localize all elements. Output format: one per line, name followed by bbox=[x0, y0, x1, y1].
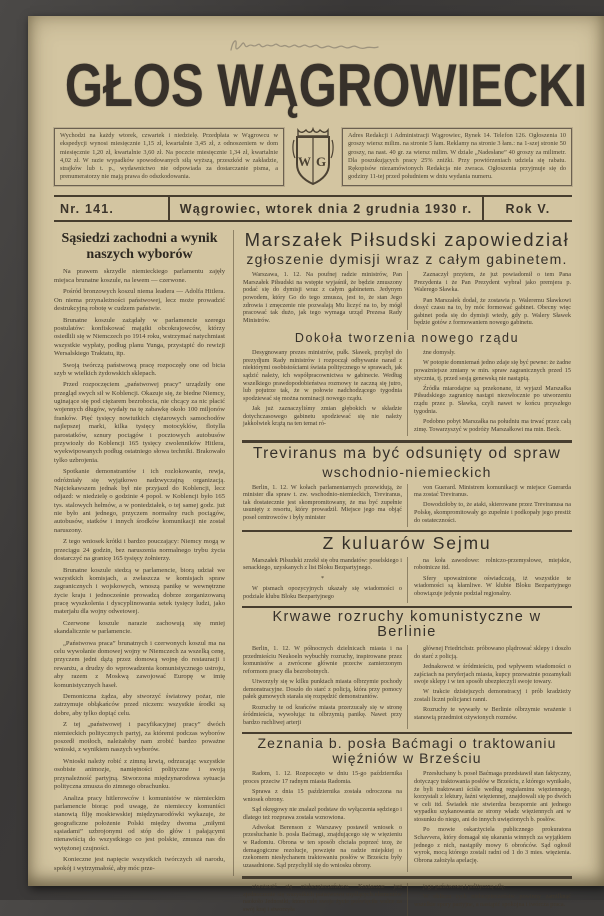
section-rozruchy-berlin bbox=[242, 610, 572, 729]
section-text-col2 bbox=[407, 484, 572, 527]
city-crest bbox=[290, 128, 336, 186]
lead-article-continuation bbox=[242, 883, 572, 916]
paragraph: Radom, 1. 12. Rozpoczęto w dniu 15-go października proces przeciw 17 radnym miasta Radomia. bbox=[243, 770, 402, 785]
paragraph: ciwstawić się niebezpieczeństwu. Konieczne jest zjednoczenie się wszystkich państwowo myślących elementów naokoło Jednostki, która całe swoje życie poświęciła walce za swój kraj i stworzyła bbox=[243, 883, 402, 914]
continuation-col2 bbox=[407, 883, 572, 916]
section-title: Dokoła tworzenia nowego rządu bbox=[294, 330, 520, 345]
paragraph: Sprawa z dnia 15 października została odroczona na wniosek obrony. bbox=[243, 788, 402, 803]
paragraph: Marszałek Piłsudski zrzekł się obu mandatów: poselskiego i senackiego, uzyskanych z list Bloku Bezpartyjnego. bbox=[243, 556, 402, 572]
page-body bbox=[54, 229, 572, 914]
masthead-title: GŁOS WĄGROWIECKI bbox=[64, 51, 588, 120]
section-subtitle: wschodnio-niemieckich bbox=[322, 463, 492, 480]
paragraph: Dowodziłoby to, że ataki, skierowane przez Treviranusa na Polskę, skompromitowały go zupełnie i podkopały jego prestiż do ostateczności. bbox=[414, 501, 571, 524]
paragraph: Warszawa, 1. 12. Na poufnej radzie ministrów, Pan Marszałek Piłsudski na wstępie wyjaśnił, że będzie zmuszony podać się do dymisji wraz z całym gabinetem. Jedynym powodem, który Go do tego zmusza, jest to, że stan Jego zdrowia i zmęczenie nie pozwalają Mu liczyć na to, by mógł pracować tak dużo, jak tego wymaga urząd Prezesa Rady Ministrów. bbox=[243, 271, 402, 324]
section-kuluary-sejmu bbox=[242, 534, 572, 603]
news-sections-column bbox=[234, 229, 572, 914]
paragraph: Zaznaczył przytem, że już powiadomił o tem Pana Prezydenta i że Pan Prezydent wybrał jako premjera p. Walerego Sławka. bbox=[414, 271, 571, 294]
paragraph: Spotkanie demonstrantów i ich rozlokowanie, rewja, odróżniały się wyjątkowo nadzwyczajną organizacją. Najciekawszem jednak był nie przyjazd do Koblencji, lecz odjazd: w niedzielę o godzinie 4 popoł. w Koblencji było 165 tys. stalowych hełmów, a w poniedziałek, o tej samej godz. już nie było ani jednego, przyczem normalny ruch pociągów, autobusów, statków i innych środków komunikacji nie został naruszony. bbox=[54, 468, 225, 534]
section-text-col2 bbox=[407, 271, 572, 330]
paragraph: Analiza pracy hitlerowców i komunistów w niemieckim parlamencie biorąc pod uwagę, że niemieccy komuniści stanowią filję moskiewskiej międzynarodówki wykazuje, że geograficzne położenie Polski między dwoma „miłymi sąsiadami” uzbrojonymi od stóp do głów i pałającymi nienawiścią do wszystkiego co jest polskie, zmusza nas do wytężonej czujności. bbox=[54, 794, 225, 852]
paragraph: Źródła miarodajne są przekonane, iż wyjazd Marszałka Piłsudskiego zagranicę nastąpi niezwłocznie po utworzeniu rządu przez p. Sławka, czyli nawet w końcu przyszłego tygodnia. bbox=[414, 384, 571, 415]
section-title: Marszałek Piłsudski zapowiedział bbox=[244, 229, 570, 250]
paragraph: Po mowie oskarżyciela publicznego prokuratora Schavvera, który domagał się ukarania winnych za wyjątkiem jednego z nich, nastąpiły mowy 6 obrońców. Sąd ogłosił wyrok, mocą którego zostali radni od 1 do 3 mies. więzienia. Obrona założyła apelację. bbox=[414, 826, 571, 864]
paragraph: Przed rozpoczęciem „państwowej pracy” urządziły one przegląd swych sił w Koblencji. Okazuje się, że biedne Niemcy, uginające się pod ciężarem bezrobocia, nie chcący za nic płacić wojennych długów, wydały na tę zabawkę około 100 miljonów franków. Pięć tysięcy nowiutkich ciężarowych samochodów najlepszej marki, kilka tysięcy motocyklów, flotylla parostatków, sznury pociągów i pocztowych autobusów przywiozły do Koblencji 165 tysięcy zwolenników Hitlera, wyekwipowanych podług ostatniego słowa techniki. Brakowało tylko uzbrojenia. bbox=[54, 381, 225, 464]
section-title: Z kuluarów Sejmu bbox=[322, 532, 492, 553]
continuation-divider bbox=[242, 876, 572, 879]
paragraph: „Państwowa praca” brunatnych i czerwonych koszul ma na celu wywołanie domowej wojny w Niemczech za wszelką cenę, przyczem jedni dążą przez domową wojnę do restauracji i rewanżu, a drudzy do wprowadzenia komunistycznego ustroju, aby razem z Moskwą zawojować Europę w imię komunistycznych haseł. bbox=[54, 639, 225, 689]
paragraph: Podobno pobyt Marszałka na południu ma trwać przez całą zimę. Towarzyszyć w podróży Marszałkowi ma min. Beck. bbox=[414, 417, 571, 433]
paragraph: Rozruchy te wywarły w Berlinie olbrzymie wrażenie i stanowią przedmiot ożywionych rozmów. bbox=[414, 706, 571, 721]
paragraph: von Guerard. Ministrem komunikacji w miejsce Guerarda ma zostać Treviranus. bbox=[414, 483, 571, 499]
section-title: Krwawe rozruchy komunistyczne w Berlinie bbox=[272, 608, 542, 641]
section-subtitle: zgłoszenie dymisji wraz z całym gabinetem. bbox=[246, 250, 568, 267]
volume-year: Rok V. bbox=[482, 197, 572, 220]
section-title: Treviranus ma być odsunięty od spraw bbox=[253, 444, 561, 462]
section-text-col2 bbox=[407, 645, 572, 729]
section-divider bbox=[242, 606, 572, 608]
paragraph: Na prawem skrzydle niemieckiego parlamentu zajęły miejsca brunatne koszule, na lewem — czerwone. bbox=[54, 268, 225, 284]
paragraph: Wnioski należy robić z zimną krwią, odrzucając wszystkie osobiste animozje, namiętności polityczne i swoją przynależność partyjną. Stworzona międzynarodowa sytuacja polityczna zmusza do zimnego obrachunku. bbox=[54, 758, 225, 791]
section-divider bbox=[242, 530, 572, 532]
paragraph: Pan Marszałek dodał, że zostawia p. Waleremu Sławkowi dosyć czasu na to, by móc formować gabinet. Obecny więc gabinet poda się do dymisji wtedy, gdy p. Walery Sławek będzie gotów z formowaniem nowego gabinetu. bbox=[414, 296, 571, 327]
paragraph: W trakcie dzisiejszych demonstracyj i prób kradzieży zostali liczni policjanci ranni. bbox=[414, 688, 571, 703]
continuation-col1 bbox=[242, 883, 407, 916]
paragraph: Berlin, 1. 12. W kołach parlamentarnych przewidują, że minister dla spraw t. zw. wschodnio-niemieckich, Treviranus, tak dostatecznie jest skompromitowany, że ma być zupełnie usunięty z resortu, który prowadził. Miejsce jego ma objąć poseł centrowców i były minister bbox=[243, 483, 402, 522]
paragraph: jego państwową i polityczną siłę. bbox=[423, 883, 506, 891]
paragraph: Rozruchy te od krańców miasta przerzucały się w stronę śródmieścia, wywołując tu olbrzymią panikę. Nawet przy bardzo ruchliwej arterji bbox=[243, 703, 402, 726]
section-pilsudski-dymisja bbox=[242, 230, 572, 330]
section-divider bbox=[242, 732, 572, 734]
section-subtitle: więźniów w Brześciu bbox=[332, 750, 482, 767]
section-text-col1 bbox=[242, 645, 407, 729]
dateline-bar bbox=[54, 195, 572, 222]
paragraph: Demoniczna żądza, aby stworzyć światowy pożar, nie zatrzymuje obłąkańców przed niczem: wszystkie środki są dobre, aby tylko dopiąć celu. bbox=[54, 693, 225, 717]
subscription-info-box: Wychodzi na każdy wtorek, czwartek i niedzielę. Przedpłata w Wągrowcu w ekspedycji wynosi miesięcznie 1,15 zł, kwartalnie 3,45 zł, z odnoszeniem w dom miesięcznie 1,20 zł, kwartalnie 3,60 zł. Na poczcie miesięcznie 1,34 zł, kwartalnie 4,02 zł. W razie wypadków spowodowanych siłą wyższą, przeszkód w zakładzie, strajków lub t. p., wydawnictwo nie odpowiada za dostarczanie pisma, a prenumeratorzy nie mają prawa do odszkodowania. bbox=[54, 128, 284, 186]
svg-text:G: G bbox=[315, 154, 327, 169]
section-nowy-rzad bbox=[242, 332, 572, 436]
issue-number: Nr. 141. bbox=[54, 197, 170, 220]
paragraph: W pismach opozycyjnych ukazały się wiadomości o podziale klubu Bloku Bezpartyjnego bbox=[243, 584, 402, 600]
section-text-col2 bbox=[407, 349, 572, 436]
paragraph: Sfery upoważnione oświadczają, iż wszystkie te wiadomości są kłamliwe. W klubie Bloku Bezpartyjnego obowiązuje jedynie podział regjonalny. bbox=[414, 574, 571, 597]
paragraph: Swoją twórczą państwową pracę rozpoczęły one od bicia szyb w wielkich żydowskich sklepach. bbox=[54, 361, 225, 377]
paragraph: Brunatne koszule zażądały w parlamencie szeregu postulatów: konfiskować majątki obcokrajowców, którzy osiedlili się w Niemczech po 1914 roku, wstrzymać natychmiast wszystkie wypłaty, podług planu Yunga, przystąpić do rewizji Wersalskiego Traktatu, itp. bbox=[54, 316, 225, 357]
section-brzesc-zeznania bbox=[242, 736, 572, 872]
paragraph: na koła zawodowe: rolniczo-przemysłowe, miejskie, robotnicze itd. bbox=[414, 556, 571, 572]
paragraph: Brunatne koszule siedzą w parlamencie, biorą udział we wszystkich komisjach, a zwłaszcza w komisjach spraw zagranicznych i wojskowych, wnoszą panikę w wewnętrzne życie kraju i jednocześnie prowadzą dobrze zorganizowaną pracę wyszkolenia i dyscyplinowania setek tysięcy ludzi, jako materjału dla wojny odwetowej. bbox=[54, 566, 225, 616]
place-and-date: Wągrowiec, wtorek dnia 2 grudnia 1930 r. bbox=[179, 202, 473, 216]
paragraph: Utworzyły się w kilku punktach miasta olbrzymie pochody demonstracyjne. Doszło do starć z policją, która przy pomocy pałek gumowych starała się rozpędzić demonstrantów. bbox=[243, 678, 402, 701]
paragraph: W obliczu tych niebezpieczeństw powinny zamilknąć wszelkie spory partyjne, a nastąpić spokojna i twórcza praca. bbox=[414, 893, 571, 908]
section-text-col1 bbox=[242, 349, 407, 436]
paragraph: Jak już zaznaczyliśmy zmian głębokich w składzie dotychczasowego gabinetu spodziewać się nie należy jakkolwiek krążą na ten temat ró- bbox=[243, 405, 402, 428]
paragraph: * bbox=[320, 574, 325, 582]
section-text-col1 bbox=[242, 770, 407, 872]
paragraph: Przesłuchany b. poseł Baćmaga przedstawił stan faktyczny, dotyczący traktowania posłów w Brześciu, z którego wynikało, że byli traktowani ściśle według regulaminu więziennego, korzystali z lektury, łaźni więziennej, znajdowali się po dwóch w celi itd. Świadek nie stwierdza bezspornie ani jednego wypadku szykanowania ze strony władz więziennych ani w stosunku do niego, ani do innych uwięzionych b. posłów. bbox=[414, 770, 571, 824]
header-info-row bbox=[54, 128, 572, 186]
paragraph: Z tej „państwowej i pacyfikacyjnej pracy” dwóch niemieckich politycznych partyj, za któremi podczas wyborów poszedł motłoch, należałoby nam zrobić bardzo poważne wnioski, z wynikiem naszych wyborów. bbox=[54, 721, 225, 754]
paragraph: głównej Friedrichstr. próbowano plądrować sklepy i doszło do starć z policją. bbox=[414, 645, 571, 660]
section-text-col1 bbox=[242, 557, 407, 603]
paragraph: żne domysły. bbox=[423, 349, 456, 357]
section-treviranus bbox=[242, 446, 572, 527]
paragraph: Z tego wniosek krótki i bardzo pouczający: Niemcy mogą w przeciągu 24 godzin, bez naruszenia normalnego trybu życia dostarczyć na granicę 165 tysięcy żołnierzy. bbox=[54, 538, 225, 562]
paragraph: Czerwone koszule narazie zachowują się mniej skandalicznie w parlamencie. bbox=[54, 619, 225, 636]
svg-text:W: W bbox=[298, 154, 311, 169]
section-divider bbox=[242, 440, 572, 443]
paragraph: Adwokat Berenson z Warszawy postawił wniosek o przesłuchanie b. posła Baćmagi, znajdującego się w więzieniu w Radomiu. Obrona w ten sposób chciała poprzeć tezę, że demagogiczne rezolucje, powzięte na radzie miejskiej o rzekomem niesłychanem traktowaniu posłów w Brześciu były uzasadnione. Sąd przychylił się do wniosku obrony. bbox=[243, 823, 402, 869]
lead-article-title: Sąsiedzi zachodni a wynik naszych wyborów bbox=[61, 231, 218, 262]
newspaper-page bbox=[28, 16, 604, 914]
section-title: Zeznania b. posła Baćmagi o traktowaniu bbox=[257, 735, 557, 752]
crest-icon bbox=[292, 128, 334, 186]
section-text-col1 bbox=[242, 271, 407, 330]
paragraph: Pośród bronzowych koszul niema leadera — Adolfa Hitlera. On niema przynależności państwowej, lecz może prowadzić destrukcyjną robotę w cudzem państwie. bbox=[54, 288, 225, 312]
paragraph: W potopie domniemań jedno zdaje się być pewne: że żadne poważniejsze zmiany w min. spraw zagranicznych przed 15 stycznia, tj. przed sesją genewską nie nastąpią. bbox=[414, 359, 571, 382]
paragraph: Berlin, 1. 12. W północnych dzielnicach miasta i na przedmieściu Neukoeln wybuchły rozruchy, inspirowane przez komunistów a zwrócone głównie przeciw zamierzonym reformom pracy dla bezrobotnych. bbox=[243, 645, 402, 675]
paragraph: Desygnowany prezes ministrów, pułk. Sławek, przybył do prezydjum Rady ministrów i rozpoczął odbywanie narad z niektórymi osobistościami świata politycznego w sprawach, jak sądzić należy, ich współpracownictwa w gabinecie. Według wszelkiego prawdopodobieństwa rozmowy te zaczną się jutro, lub pojutrze tak, że w połowie nadchodzącego tygodnia spodziewać się można nominacji nowego rządu. bbox=[243, 349, 402, 402]
paragraph: Konieczne jest napięcie wszystkich twórczych sił narodu, spokój i wytrzymałość, aby móc prze- bbox=[54, 856, 225, 872]
lead-article-column bbox=[54, 230, 234, 876]
section-text-col1 bbox=[242, 484, 407, 527]
paragraph: Sąd okręgowy nie znalazł podstaw do wyłączenia sędziego i dlatego też rozprawa została wznowiona. bbox=[243, 805, 402, 821]
paragraph: Jednakowoż w śródmieściu, pod wpływem wiadomości o zajściach na peryferjach miasta, kupcy przeważnie pozamykali swoje sklepy i w ten sposób ubezpieczyli swoje towary. bbox=[414, 662, 571, 686]
editorial-address-box: Adres Redakcji i Administracji Wągrowiec, Rynek 14. Telefon 126. Ogłoszenia 10 groszy wiersz milim. na stronie 5 łam. Reklamy na stronie 3 łam.: na 1-szej stronie 50 groszy, na nast. 40 gr. za wiersz milim. W dziale „Nadesłane” 40 groszy za milimetr. Dla poszukujących pracy 25% zniżki. Przy powtórzeniach udziela się rabatu. Rękopisów niezamówionych Redakcja nie zwraca. Ogłoszenia przyjmuje się do godziny 11-tej przed południem w dniu wydania numeru. bbox=[342, 128, 572, 186]
lead-article-text bbox=[54, 268, 225, 873]
section-text-col2 bbox=[407, 557, 572, 603]
section-text-col2 bbox=[407, 770, 572, 872]
